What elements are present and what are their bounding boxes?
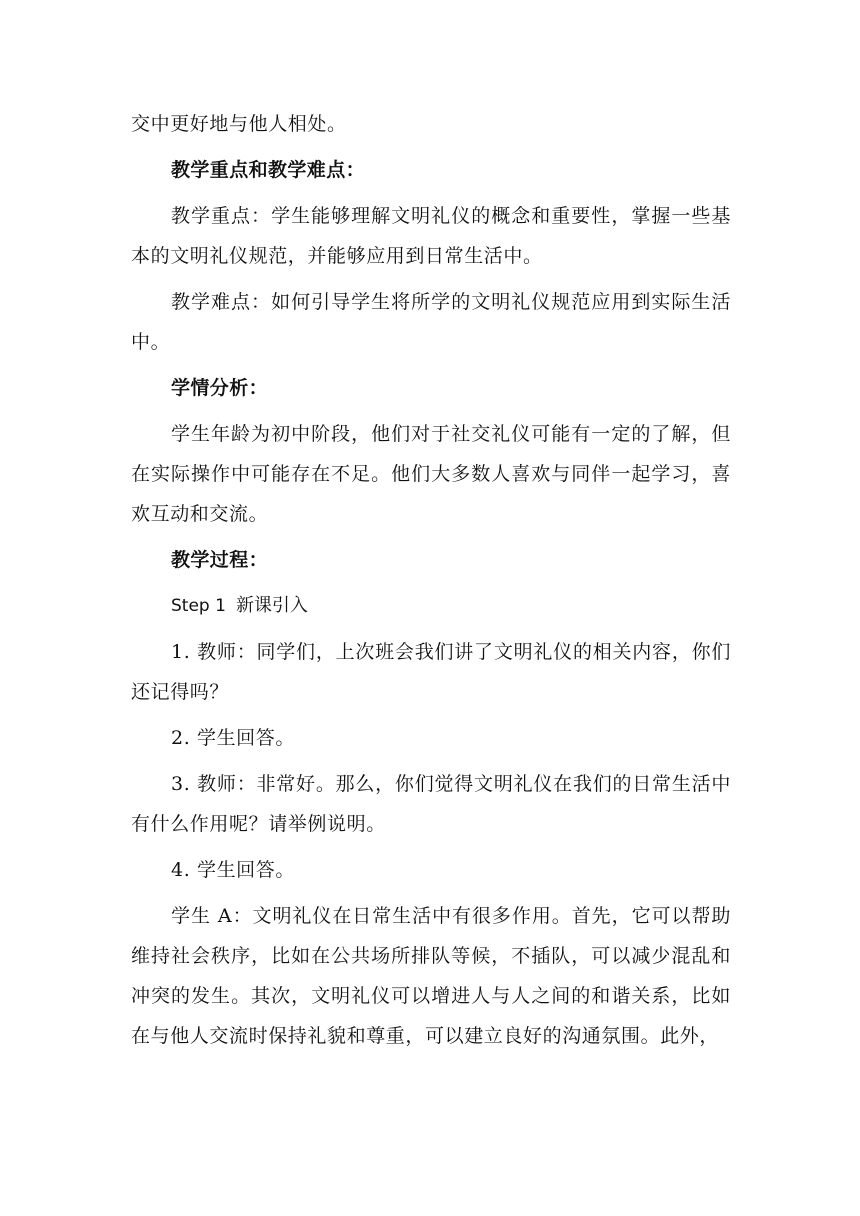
key-points-heading: 教学重点和教学难点： <box>171 159 366 181</box>
step-title: 新课引入 <box>235 595 308 616</box>
process-item-2: 2. 学生回答。 <box>171 727 295 749</box>
teaching-focus-paragraph: 教学重点：学生能够理解文明礼仪的概念和重要性，掌握一些基本的文明礼仪规范，并能够应用到日常生活中。 <box>131 205 731 267</box>
analysis-paragraph: 学生年龄为初中阶段，他们对于社交礼仪可能有一定的了解，但在实际操作中可能存在不足。他们大多数人喜欢与同伴一起学习，喜欢互动和交流。 <box>131 423 731 525</box>
step-1-title <box>131 586 731 626</box>
student-a-paragraph: 学生 A：文明礼仪在日常生活中有很多作用。首先，它可以帮助维持社会秩序，比如在公共场所排队等候，不插队，可以减少混乱和冲突的发生。其次，文明礼仪可以增进人与人之间的和谐关系，比如在与他人交流时保持礼貌和尊重，可以建立良好的沟通氛围。此外， <box>131 905 731 1047</box>
step-label: Step 1 <box>171 596 226 616</box>
document-page <box>131 104 731 1056</box>
process-item-4: 4. 学生回答。 <box>171 859 295 881</box>
teaching-difficulty-paragraph: 教学难点：如何引导学生将所学的文明礼仪规范应用到实际生活中。 <box>131 291 731 353</box>
process-heading: 教学过程： <box>171 549 269 571</box>
process-item-3: 3. 教师：非常好。那么，你们觉得文明礼仪在我们的日常生活中有什么作用呢？请举例说明。 <box>131 773 731 835</box>
analysis-heading: 学情分析： <box>171 377 269 399</box>
process-item-1: 1. 教师：同学们，上次班会我们讲了文明礼仪的相关内容，你们还记得吗？ <box>131 641 731 703</box>
intro-tail-paragraph: 交中更好地与他人相处。 <box>131 113 347 135</box>
